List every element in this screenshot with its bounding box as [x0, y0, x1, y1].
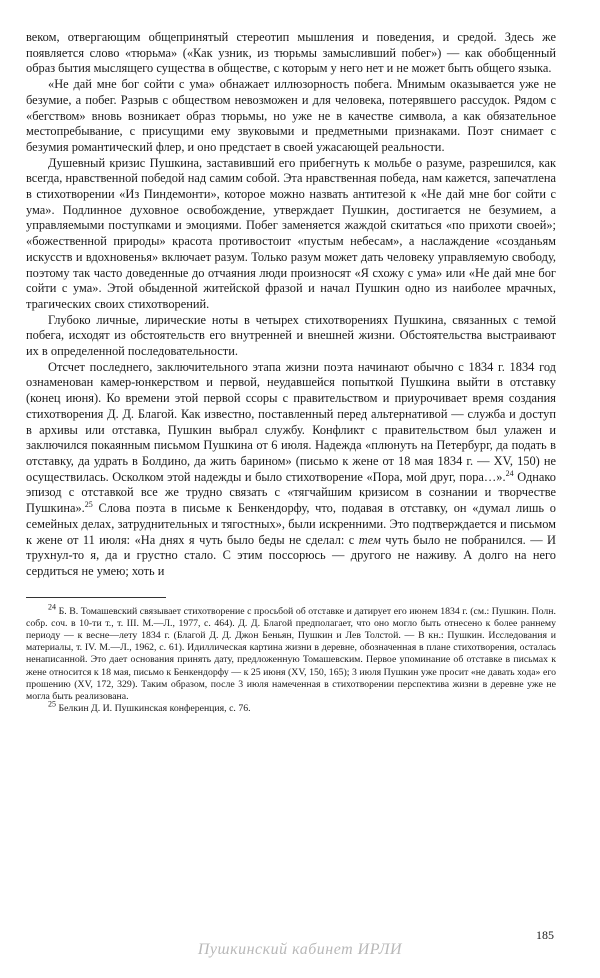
footnote-ref-24[interactable]: 24 — [505, 468, 514, 478]
page-number: 185 — [536, 928, 554, 942]
paragraph-3: Душевный кризис Пушкина, заставивший его прибегнуть к мольбе о разуме, разрешился, как всегда, нравственной победой над самим собой. Эта нравственная победа, нам кажется, запечатлена в стихотворении «Из Пиндемонти», которое можно назвать антитезой к «Не дай мне бог сойти с ума». Подлинное духовное освобождение, утверждает Пушкин, достигается не безумием, а управляемыми поступками и эмоциями. Побег заменяется жаждой скитаться «по прихоти своей»; «божественной природы» красота противостоит «пустым небесам», а наслаждение «созданьям искусств и вдохновенья» включает разум. Только разум может дать человеку управляемую свободу, поэтому так часто доведенные до отчаяния люди произносят «Я схожу с ума» или «Не дай мне бог сойти с ума». Этой обыденной житейской фразой и начал Пушкин одно из наиболее мрачных, трагических своих стихотворений. — [26, 155, 556, 311]
paragraph-2: «Не дай мне бог сойти с ума» обнажает иллюзорность побега. Мнимым оказывается уже не безумие, а побег. Разрыв с обществом невозможен и для человека, потерявшего рассудок. Рядом с «бегством» вновь возникает образ тюрьмы, но уже не в качестве символа, а как обязательное местопребывание, с присущими ему звуковыми и предметными признаками. Поэт снимает с безумия романтический флер, и оно предстает в своей ужасающей реальности. — [26, 77, 556, 154]
watermark: Пушкинский кабинет ИРЛИ — [197, 941, 403, 958]
paragraph-4: Глубоко личные, лирические ноты в четырех стихотворениях Пушкина, связанных с темой побега, исходят из обстоятельств его внутренней и внешней жизни. Обстоятельства выстраивают их в определенной последовательности. — [26, 312, 556, 359]
footnote-24 — [26, 602, 556, 704]
page-body — [26, 30, 556, 715]
footnote-text: Белкин Д. И. Пушкинская конференция, с. 76. — [58, 703, 251, 715]
footnote-ref-25[interactable]: 25 — [84, 499, 93, 509]
paragraph-5-part-d: чуть было не побранился. — И трухнул-то я, да и грустно стало. С этим поссорюсь — другого не наживу. А долго на него сердиться не умею; хоть и — [26, 532, 557, 578]
footnote-divider — [26, 597, 166, 598]
paragraph-1: веком, отвергающим общепринятый стереотип мышления и поведения, и средой. Здесь же появляется слово «тюрьма» («Как узник, из тюрьмы замысливший побег») — как обобщенный образ бытия мыслящего существа в обществе, с которым у него нет и не может быть общего языка. — [26, 30, 556, 76]
paragraph-5-part-b: Однако эпизод с отставкой все же трудно связать с «тягчайшим кризисом в сознании и творчестве Пушкина». — [26, 469, 556, 516]
paragraph-5 — [26, 360, 556, 580]
footnote-25 — [26, 699, 556, 715]
footnote-number: 24 — [48, 602, 56, 612]
footnote-text: Б. В. Томашевский связывает стихотворение с просьбой об отставке и датирует его июнем 1834 г. (см.: Пушкин. Полн. собр. соч. в 10-ти т., т. III. М.—Л., 1977, с. 464). Д. Д. Благой предполагает, что оно могло быть отнесено к более раннему периоду — к весне—лету 1834 г. (Благой Д. Д. Джон Беньян, Пушкин и Лев Толстой. — В кн.: Пушкин. Исследования и материалы, т. IV. М.—Л., 1962, с. 61). Идиллическая картина жизни в деревне, обозначенная в плане стихотворения, осталась ненаписанной. Это дает основания принять дату, предложенную Томашевским. Первое упоминание об отставке в письмах к жене относится к 18 мая, письмо к Бенкендорфу — к 25 июня (XV, 150, 165); 3 июля Пушкин уже просит «не давать хода» его прошению (XV, 172, 329). Таким образом, после 3 июля намеченная в стихотворении перспектива жизни в деревне уже не могла быть реализована. — [26, 605, 556, 703]
footnotes — [26, 602, 556, 716]
footnote-number: 25 — [48, 699, 56, 709]
main-text — [26, 30, 556, 580]
paragraph-5-part-a: Отсчет последнего, заключительного этапа жизни поэта начинают обычно с 1834 г. 1834 год ознаменован камер-юнкерством и первой, неудавшейся попыткой Пушкина выйти в отставку (конец июня). Ко времени этой первой ссоры с правительством и приурочивает время создания стихотворения Д. Д. Благой. Как известно, поставленный перед альтернативой — служба и доступ в архивы или отставка, Пушкин выбрал службу. Конфликт с правительством был улажен и заключился покаянным письмом Пушкина от 6 июля. Надежда «плюнуть на Петербург, да подать в отставку, да удрать в Болдино, да жить барином» (письмо к жене от 18 мая 1834 г. — XV, 150) не осуществилась. Осколком этой надежды и было стихотворение «Пора, мой друг, пора…». — [26, 359, 556, 484]
paragraph-5-part-c: Слова поэта в письме к Бенкендорфу, что, подавая в отставку, он «думал лишь о семейных делах, затруднительных и тягостных», были искренними. Это подтверждается и письмом к жене от 11 июля: «На днях я чуть было беды не сделал: с — [26, 501, 556, 547]
emphasis-word: тем — [358, 532, 381, 547]
